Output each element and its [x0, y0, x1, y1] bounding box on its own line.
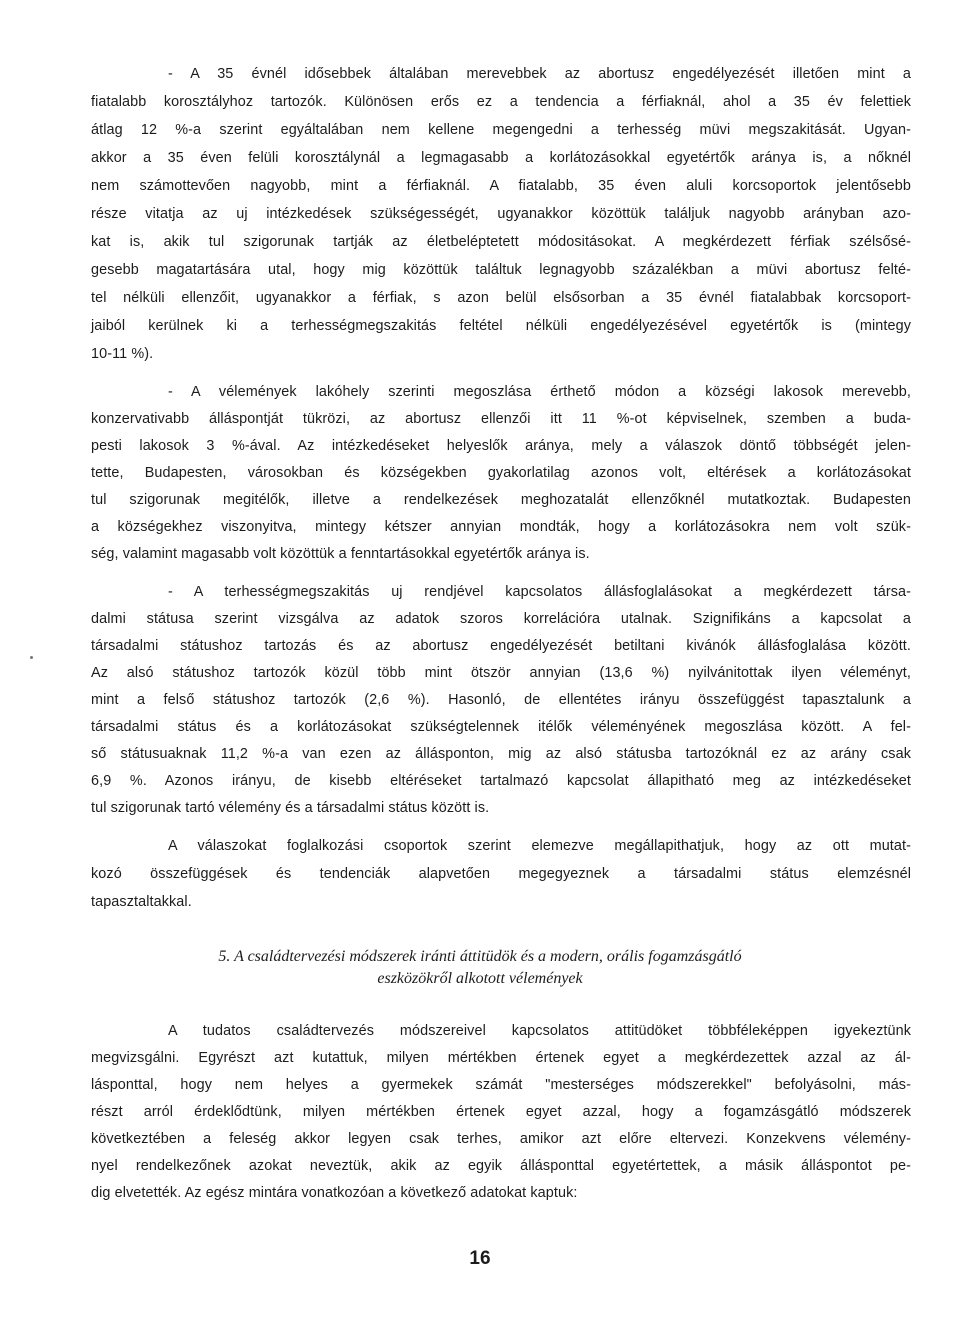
text-line: lásponttal, hogy nem helyes a gyermekek számát "mesterséges módszerekkel" befolyásolni, más- [91, 1077, 911, 1093]
text-line: - A 35 évnél idősebbek általában merevebbek az abortusz engedélyezését illetően mint a [168, 66, 911, 82]
text-line: átlag 12 %-a szerint egyáltalában nem kellene megengedni a terhesség müvi megszakitását. Ugyan- [91, 122, 911, 138]
text-line: pesti lakosok 3 %-ával. Az intézkedéseket helyeslők aránya, mely a válaszok döntő többségét jelen- [91, 438, 911, 454]
text-line: akkor a 35 éven felüli korosztálynál a legmagasabb a korlátozásokkal egyetértők aránya is, a nőknél [91, 150, 911, 166]
text-line: gesebb magatartására utal, hogy mig közöttük találtuk legnagyobb százalékban a müvi abortusz felté- [91, 262, 911, 278]
text-line: kat is, akik tul szigorunak tartják az életbeléptetett módositásokat. A megkérdezett férfiak szélsősé- [91, 234, 911, 250]
text-line: társadalmi státushoz tartozás és az abortusz engedélyezését betiltani kivánók állásfoglalása között. [91, 638, 911, 654]
text-line: tette, Budapesten, városokban és községekben gyakorlatilag azonos volt, eltérések a korlátozásokat [91, 465, 911, 481]
text-line: dalmi státusa szerint vizsgálva az adatok szoros korrelációra utalnak. Szignifikáns a kapcsolat a [91, 611, 911, 627]
text-line: dig elvetették. Az egész mintára vonatkozóan a következő adatokat kaptuk: [91, 1185, 578, 1201]
text-line: konzervativabb álláspontját tükrözi, az abortusz ellenzői itt 11 %-ot képviselnek, szemben a buda- [91, 411, 911, 427]
text-line: megvizsgálni. Egyrészt azt kutattuk, milyen mértékben értenek egyet a megkérdezettek azzal az ál- [91, 1050, 911, 1066]
text-line: mint a felső státushoz tartozók (2,6 %). Hasonló, de ellentétes irányu összefüggést tapasztalunk a [91, 692, 911, 708]
text-line: nem számottevően nagyobb, mint a férfiaknál. A fiatalabb, 35 éven aluli korcsoportok jelentősebb [91, 178, 911, 194]
text-line: 6,9 %. Azonos irányu, de kisebb eltéréseket tartalmazó kapcsolat állapitható meg az intézkedéseket [91, 773, 911, 789]
text-line: 10-11 %). [91, 346, 154, 362]
text-line: a községekhez viszonyitva, mintegy kétszer annyian mondták, hogy a korlátozásokra nem volt szük- [91, 519, 911, 535]
text-line: A tudatos családtervezés módszereivel kapcsolatos attitüdöket többféleképpen igyekeztünk [168, 1023, 911, 1039]
text-line: fiatalabb korosztályhoz tartozók. Különösen erős ez a tendencia a férfiaknál, ahol a 35 év felettiek [91, 94, 911, 110]
scan-speck [30, 656, 33, 659]
text-line: tul szigorunak megitélők, illetve a rendelkezések meghozatalát ellenzőknél mutatkoztak. Budapesten [91, 492, 911, 508]
text-line: tel nélküli ellenzőit, ugyanakkor a férfiak, s azon belül elsősorban a 35 évnél fiatalabbak korcsoport- [91, 290, 911, 306]
text-line: részt arról érdeklődtünk, milyen mértékben értenek egyet azzal, hogy a fogamzásgátló módszerek [91, 1104, 911, 1120]
text-line: ség, valamint magasabb volt közöttük a fenntartásokkal egyetértők aránya is. [91, 546, 590, 562]
page-number: 16 [469, 1248, 491, 1269]
text-line: jaiból kerülnek ki a terhességmegszakitás feltétel nélküli engedélyezésével egyetértők is (mintegy [91, 318, 911, 334]
text-line: ső státusuaknak 11,2 %-a van ezen az állásponton, mig az alsó státusba tartozóknál ez az arány csak [91, 746, 911, 762]
text-line: - A vélemények lakóhely szerinti megoszlása érthető módon a községi lakosok merevebb, [168, 384, 911, 400]
text-line: Az alsó státushoz tartozók közül több mint ötször annyian (13,6 %) nyilvánitottak ilyen véleményt, [91, 665, 911, 681]
text-line: nyel rendelkezőnek azokat neveztük, akik az egyik állásponttal egyetértettek, a másik álláspontot pe- [91, 1158, 911, 1174]
text-line: A válaszokat foglalkozási csoportok szerint elemezve megállapithatjuk, hogy az ott mutat- [168, 838, 911, 854]
text-line: következtében a feleség akkor legyen csak terhes, amikor azt előre eltervezi. Konzekvens vélemény- [91, 1131, 911, 1147]
text-line: társadalmi státus és a korlátozásokat szükségtelennek itélők véleményének megoszlása között. A fel- [91, 719, 911, 735]
heading-line: 5. A családtervezési módszerek iránti áttitüdök és a modern, orális fogamzásgátló [218, 948, 742, 965]
text-line: - A terhességmegszakitás uj rendjével kapcsolatos állásfoglalásokat a megkérdezett társa- [168, 584, 911, 600]
text-line: tapasztaltakkal. [91, 894, 192, 910]
text-line: része vitatja az uj intézkedések szükségességét, ugyanakkor közöttük találjuk nagyobb arányban azo- [91, 206, 911, 222]
text-line: tul szigorunak tartó vélemény és a társadalmi státus között is. [91, 800, 490, 816]
heading-line: eszközökről alkotott vélemények [377, 970, 583, 987]
text-line: kozó összefüggések és tendenciák alapvetően megegyeznek a társadalmi státus elemzésnél [91, 866, 911, 882]
